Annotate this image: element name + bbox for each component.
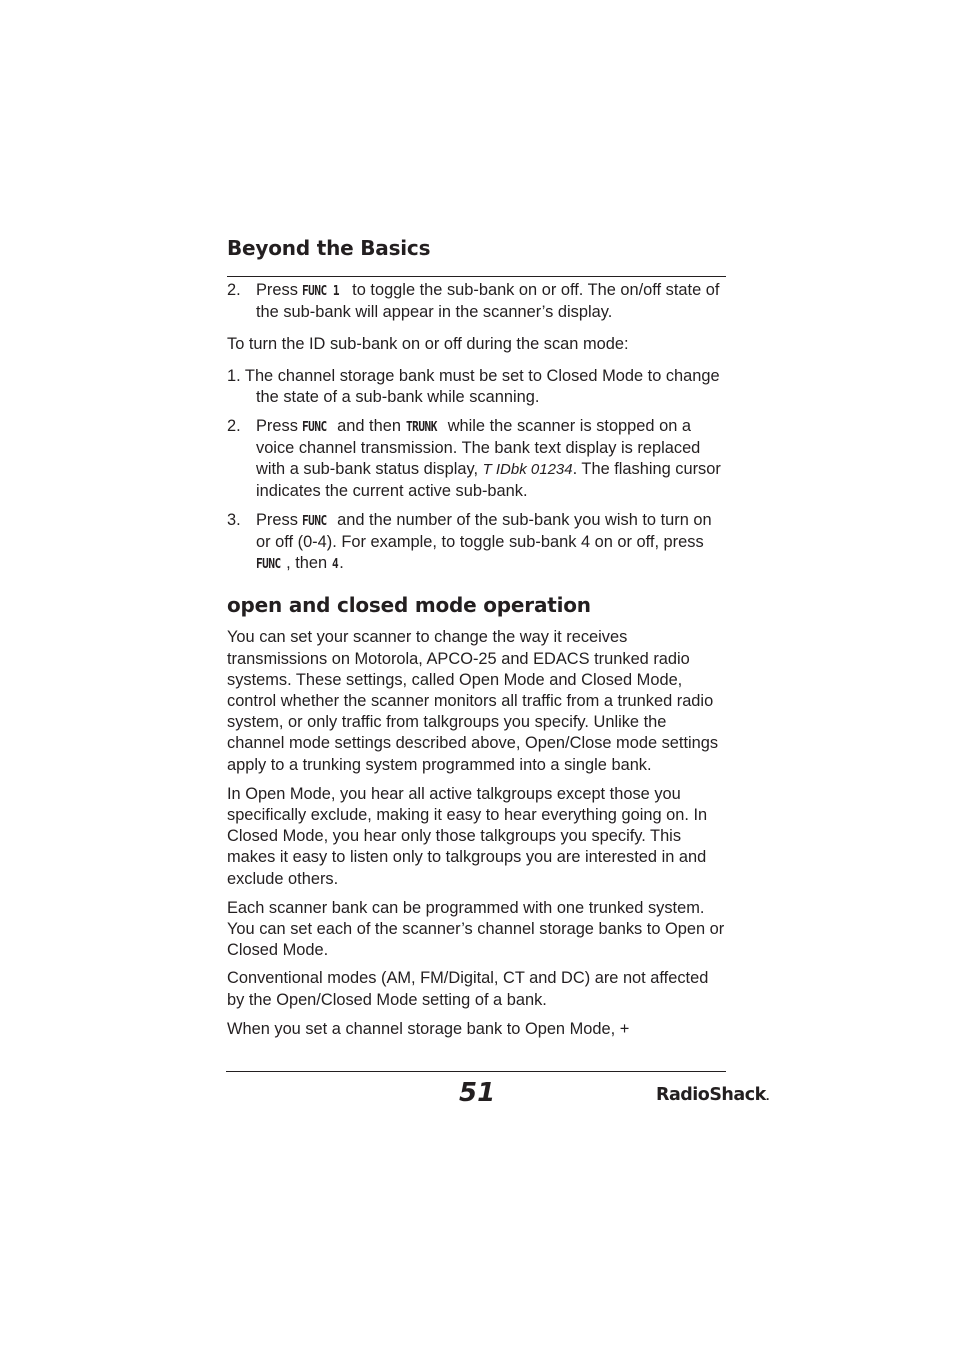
list-item: 1. The channel storage bank must be set to Closed Mode to change the state of a sub-bank while scanning. — [227, 366, 720, 406]
item-text: and the number of the sub-bank you wish to turn on or off (0-4). For example, to toggle sub-bank 4 on or off, press — [256, 510, 712, 552]
item-text: to toggle the sub-bank on or off. The on/off state of the sub-bank will appear in the scanner’s display. — [256, 281, 720, 322]
item-number: 2. — [227, 417, 241, 436]
item-number: 3. — [227, 510, 241, 529]
key-label: FUNC — [302, 419, 328, 436]
footer-rule — [226, 1071, 726, 1072]
key-label: TRUNK — [405, 419, 437, 436]
item-text: Press — [256, 281, 303, 299]
item-text: . The flashing cursor indicates the current active sub-bank. — [256, 460, 721, 500]
list-item — [227, 416, 726, 502]
section-title-open-closed: open and closed mode operation — [227, 593, 591, 618]
key-label: FUNC — [256, 556, 281, 573]
page-content — [227, 236, 726, 1040]
display-readout: T IDbk 01234 — [482, 461, 573, 479]
item-text: and then — [332, 417, 406, 436]
page-number: 51 — [459, 1078, 496, 1108]
item-text: while the scanner is stopped on a voice channel transmission. The bank text display is replaced with a sub-bank status display, — [256, 417, 701, 479]
intro-paragraph: To turn the ID sub-bank on or off during the scan mode: — [227, 335, 629, 354]
item-text: Press — [256, 510, 303, 529]
list-item — [227, 510, 726, 576]
key-label: FUNC 1 — [302, 283, 340, 299]
key-label: FUNC — [302, 512, 328, 529]
list-item — [227, 280, 726, 323]
radioshack-logo — [656, 1085, 769, 1105]
item-text: . — [339, 554, 344, 573]
brand-name: RadioShack — [656, 1085, 766, 1105]
body-paragraph: In Open Mode, you hear all active talkgroups except those you specifically exclude, making it easy to hear everything going on. In Closed Mode, you hear only those talkgroups you specify. This makes it easy to listen only to talkgroups you are interested in and exclude others. — [227, 784, 708, 888]
body-paragraph: Conventional modes (AM, FM/Digital, CT and DC) are not affected by the Open/Closed Mode setting of a bank. — [227, 969, 709, 1009]
brand-dot: . — [765, 1092, 770, 1103]
body-paragraph: Each scanner bank can be programmed with one trunked system. You can set each of the scanner’s channel storage banks to Open or Closed Mode. — [227, 898, 725, 960]
body-paragraph: You can set your scanner to change the way it receives transmissions on Motorola, APCO-25 and EDACS trunked radio systems. These settings, called Open Mode and Closed Mode, control whether the scanner monitors all traffic from a trunked radio system, or only traffic from talkgroups you specify. Unlike the channel mode settings described above, Open/Close mode settings apply to a trunking system programmed into a single bank. — [227, 628, 719, 774]
item-text: , then — [286, 554, 332, 573]
key-label: 4 — [331, 556, 338, 573]
section-title-beyond-basics: Beyond the Basics — [227, 236, 431, 260]
body-paragraph: When you set a channel storage bank to Open Mode, + — [227, 1019, 630, 1038]
item-number: 2. — [227, 281, 241, 299]
item-text: Press — [256, 417, 303, 436]
header-rule — [227, 276, 726, 277]
